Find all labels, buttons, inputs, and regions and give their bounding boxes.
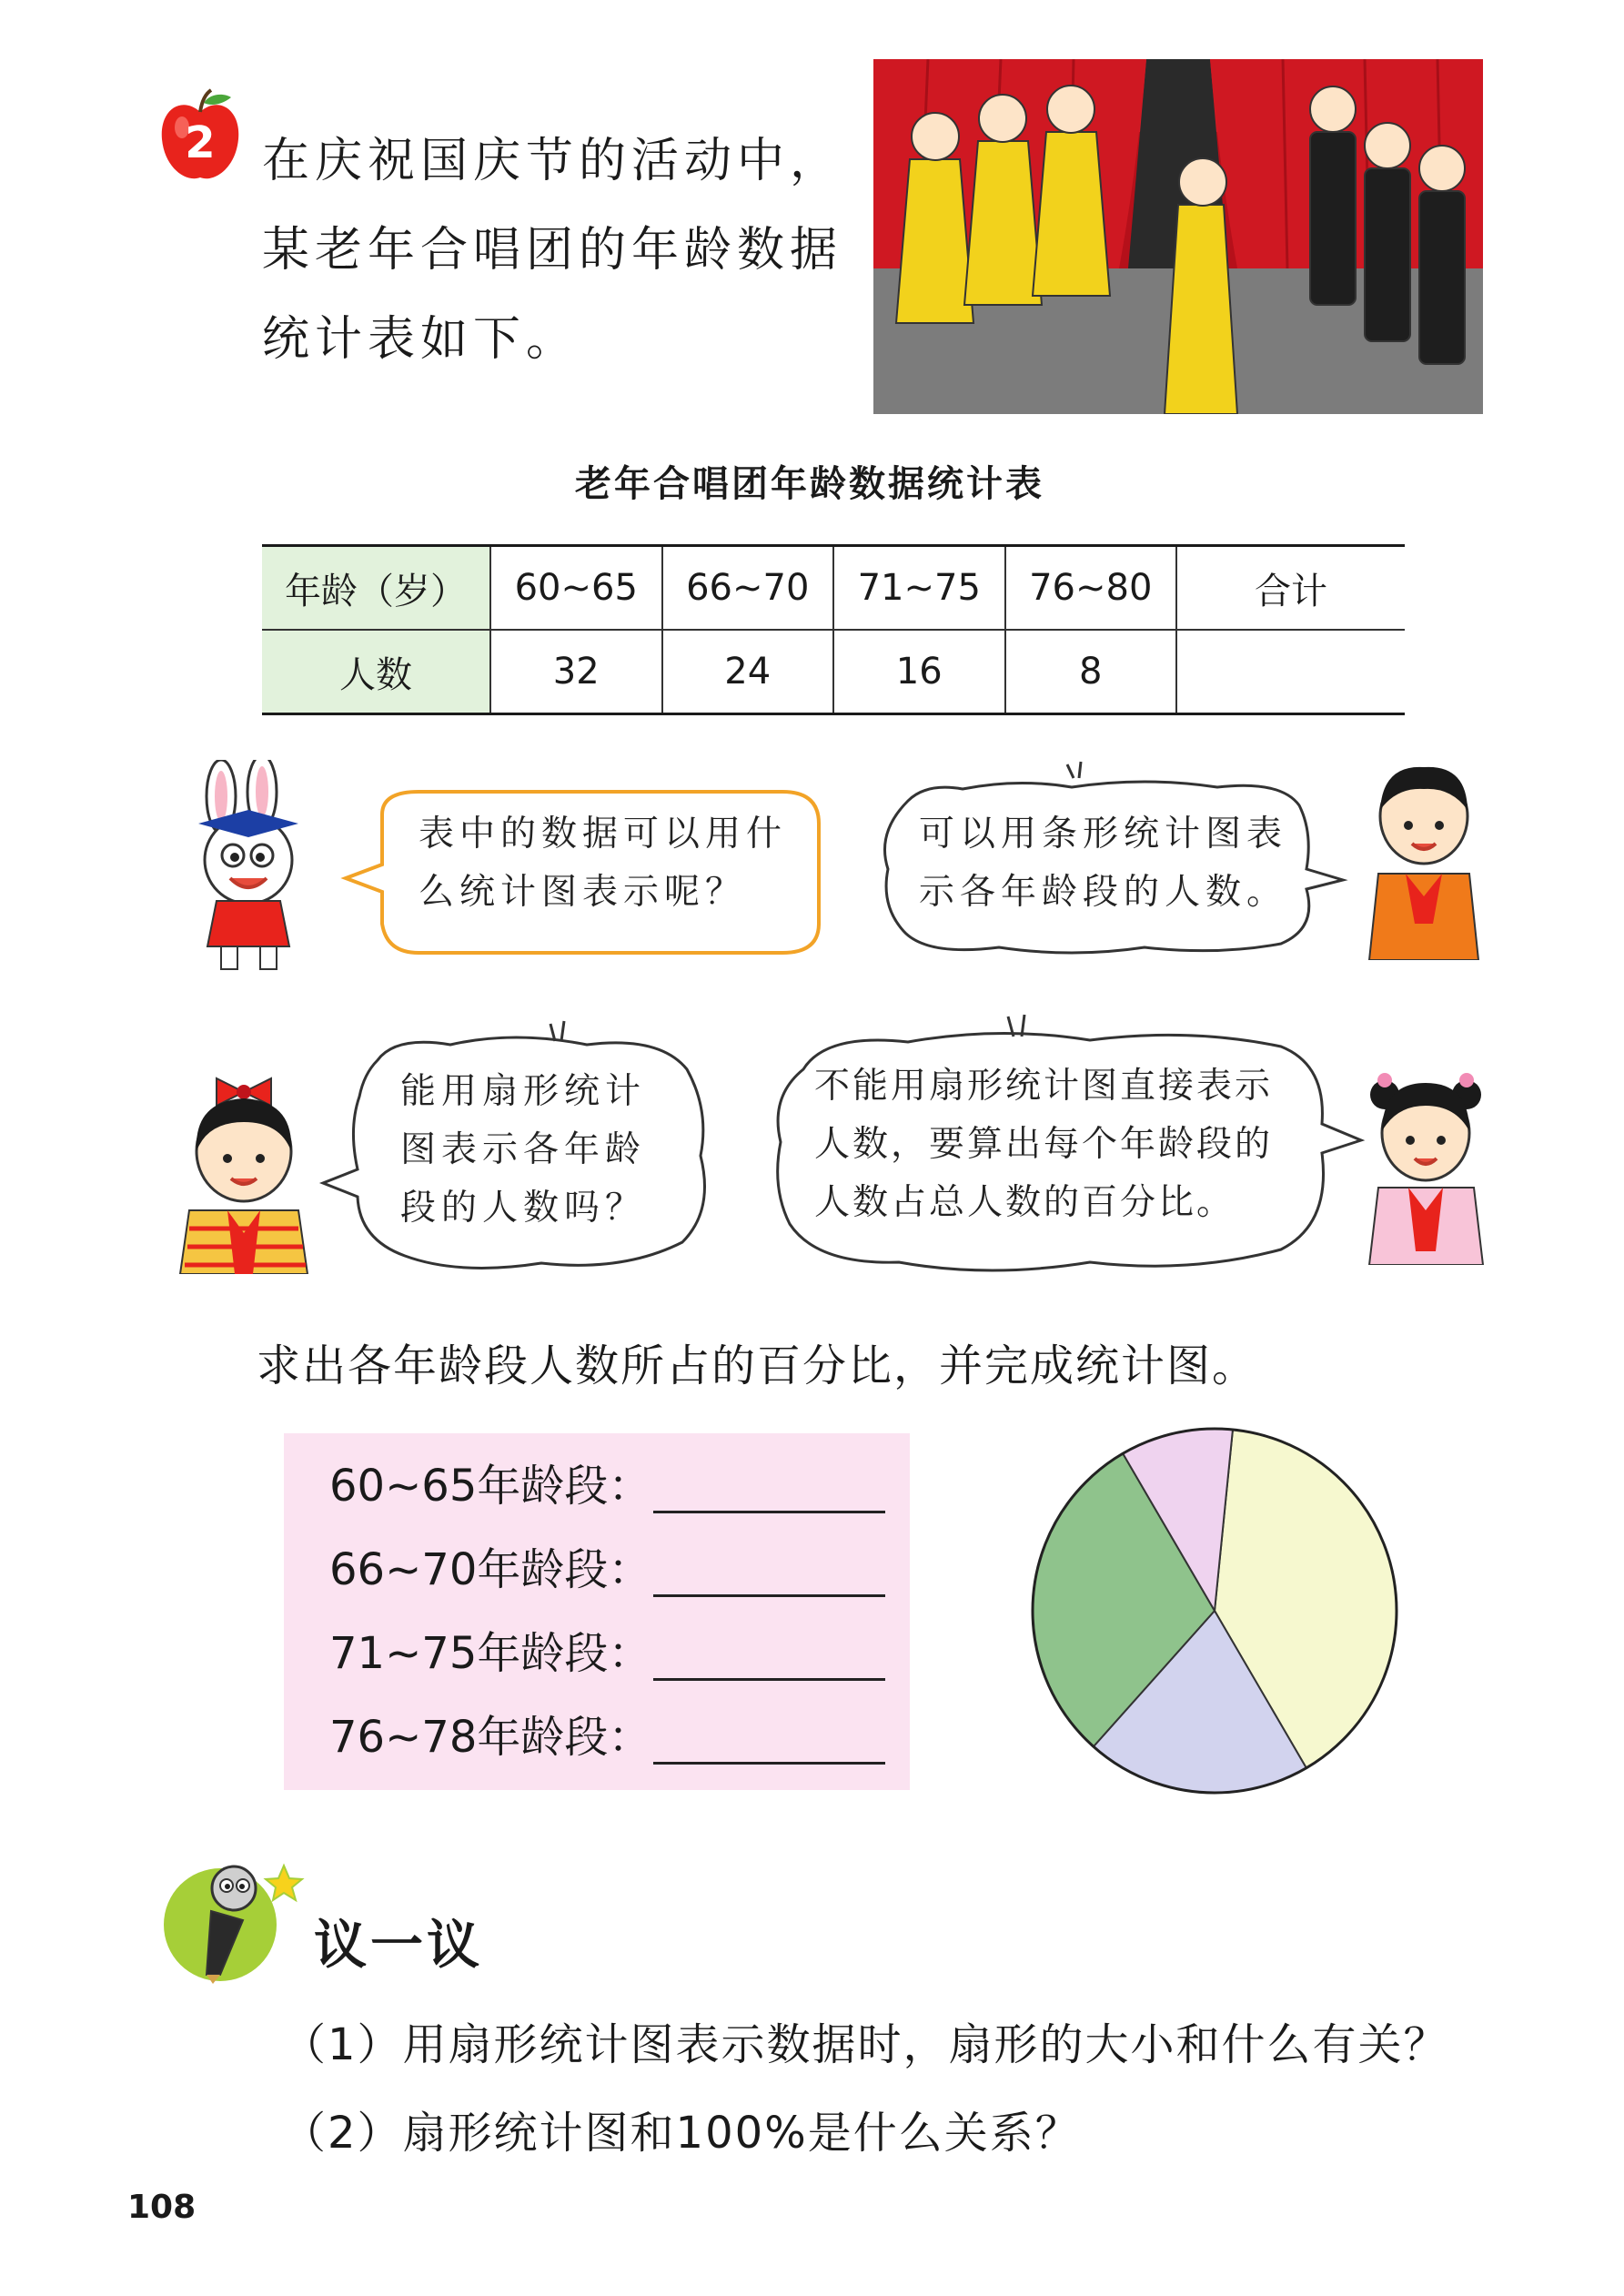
table-column-header: 76~80	[1005, 546, 1177, 631]
answer-row	[329, 1542, 885, 1597]
girl-with-pigtails-character	[1365, 1060, 1488, 1265]
table-title: 老年合唱团年龄数据统计表	[575, 462, 1044, 505]
table-header-count: 人数	[262, 630, 490, 714]
discussion-question: （1）用扇形统计图表示数据时，扇形的大小和什么有关？	[282, 2019, 1449, 2070]
girl-pigtails-bubble-text	[814, 1057, 1273, 1232]
bubble-line: 图表示各年龄	[400, 1129, 647, 1170]
bubble-line: 表中的数据可以用什	[419, 814, 788, 855]
table-column-header: 71~75	[833, 546, 1005, 631]
task-instruction: 求出各年龄段人数所占的百分比，并完成统计图。	[257, 1340, 1258, 1391]
table-header-age: 年龄（岁）	[262, 546, 490, 631]
table-total-header: 合计	[1176, 546, 1405, 631]
table-cell: 16	[833, 630, 1005, 714]
answer-label: 66~70年龄段：	[329, 1544, 652, 1595]
discussion-question: （2）扇形统计图和100%是什么关系？	[282, 2108, 1081, 2159]
choir-stage-illustration	[873, 59, 1483, 414]
age-statistics-table	[262, 544, 1405, 715]
bubble-line: 不能用扇形统计图直接表示	[814, 1066, 1274, 1107]
answer-label: 71~75年龄段：	[329, 1628, 652, 1679]
answer-blank[interactable]	[653, 1718, 885, 1765]
bubble-line: 人数占总人数的百分比。	[814, 1182, 1236, 1223]
problem-line: 统计表如下。	[262, 312, 580, 367]
problem-number: 2	[185, 117, 216, 168]
answer-label: 76~78年龄段：	[329, 1712, 652, 1763]
answer-blank[interactable]	[653, 1634, 885, 1681]
discussion-title: 议一议	[314, 1914, 484, 1976]
rabbit-bubble-text	[419, 805, 787, 922]
bubble-line: 段的人数吗？	[400, 1188, 647, 1229]
table-cell: 8	[1005, 630, 1177, 714]
answer-blank[interactable]	[653, 1551, 885, 1597]
answer-row	[329, 1626, 885, 1681]
table-row	[262, 546, 1405, 631]
girl-bow-bubble-text	[400, 1063, 646, 1238]
boy-bubble-text	[919, 805, 1287, 922]
pie-chart	[1024, 1420, 1406, 1802]
bubble-line: 能用扇形统计	[400, 1071, 647, 1112]
page-number: 108	[127, 2189, 197, 2226]
table-cell: 24	[662, 630, 834, 714]
table-total-cell[interactable]	[1176, 630, 1405, 714]
answer-row	[329, 1459, 885, 1513]
answer-blank[interactable]	[653, 1467, 885, 1513]
answer-row	[329, 1710, 885, 1765]
problem-line: 在庆祝国庆节的活动中，	[262, 134, 843, 188]
bubble-line: 示各年龄段的人数。	[919, 872, 1288, 913]
answer-label: 60~65年龄段：	[329, 1461, 652, 1512]
problem-line: 某老年合唱团的年龄数据	[262, 223, 843, 278]
girl-with-bow-character	[171, 1060, 317, 1274]
problem-statement	[262, 116, 842, 384]
bubble-line: 人数，要算出每个年龄段的	[814, 1124, 1274, 1165]
table-row	[262, 630, 1405, 714]
bubble-line: 可以用条形统计图表	[919, 814, 1288, 855]
rabbit-character	[171, 760, 335, 974]
table-column-header: 60~65	[490, 546, 662, 631]
table-column-header: 66~70	[662, 546, 834, 631]
apple-number-icon	[155, 86, 246, 187]
answer-box	[284, 1433, 910, 1790]
discussion-icon	[156, 1838, 320, 1993]
bubble-line: 么统计图表示呢？	[419, 872, 747, 913]
table-cell: 32	[490, 630, 662, 714]
boy-character	[1365, 760, 1483, 960]
